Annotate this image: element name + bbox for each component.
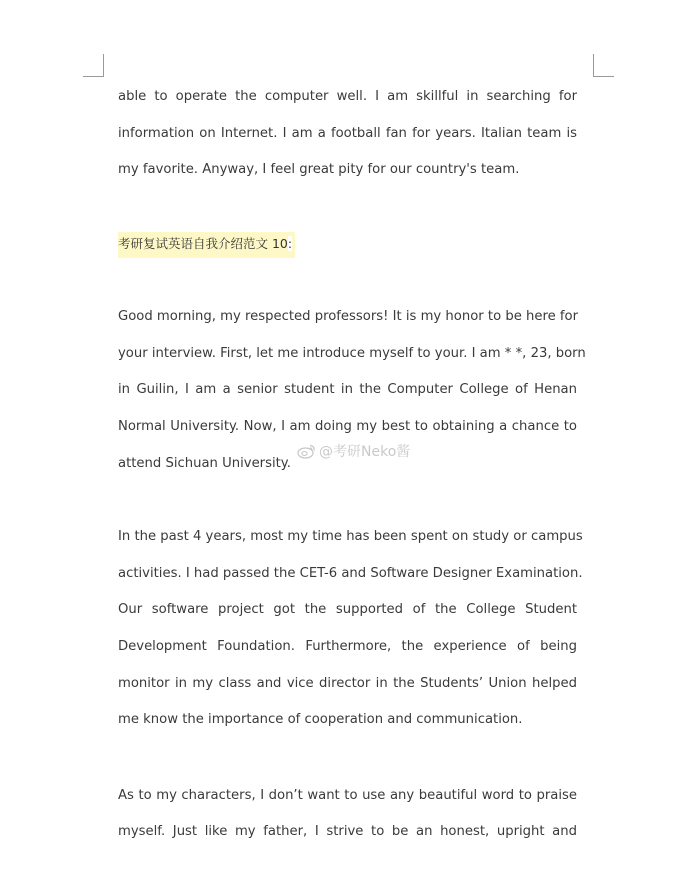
- text-line: attend Sichuan University.: [118, 456, 291, 471]
- margin-corner-top-right: [593, 54, 614, 77]
- text-line: In the past 4 years, most my time has been spent on study or campus: [118, 529, 583, 544]
- section-heading-colon: :: [287, 236, 293, 251]
- watermark-text: @考研Neko酱: [319, 444, 411, 460]
- section-heading-text: 考研复试英语自我介绍范文 10: [118, 236, 288, 251]
- section-heading: [118, 232, 295, 258]
- text-line: Good morning, my respected professors! It is my honor to be here for: [118, 309, 579, 324]
- watermark: [297, 440, 410, 462]
- text-line: As to my characters, I don’t want to use any beautiful word to praise: [118, 788, 577, 803]
- text-line: me know the importance of cooperation and communication.: [118, 712, 523, 727]
- text-line: Normal University. Now, I am doing my best to obtaining a chance to: [118, 419, 577, 434]
- text-line: activities. I had passed the CET-6 and Software Designer Examination.: [118, 566, 583, 581]
- weibo-icon: [297, 443, 316, 459]
- text-line: monitor in my class and vice director in the Students’ Union helped: [118, 676, 577, 691]
- text-line: my favorite. Anyway, I feel great pity for our country's team.: [118, 162, 520, 177]
- text-line: able to operate the computer well. I am skillful in searching for: [118, 89, 577, 104]
- text-line: your interview. First, let me introduce myself to your. I am * *, 23, born: [118, 346, 586, 361]
- text-line: Development Foundation. Furthermore, the experience of being: [118, 639, 577, 654]
- text-line: in Guilin, I am a senior student in the Computer College of Henan: [118, 382, 577, 397]
- margin-corner-top-left: [83, 54, 104, 77]
- text-line: myself. Just like my father, I strive to be an honest, upright and: [118, 824, 577, 839]
- text-line: information on Internet. I am a football fan for years. Italian team is: [118, 126, 577, 141]
- text-line: Our software project got the supported of the College Student: [118, 602, 577, 617]
